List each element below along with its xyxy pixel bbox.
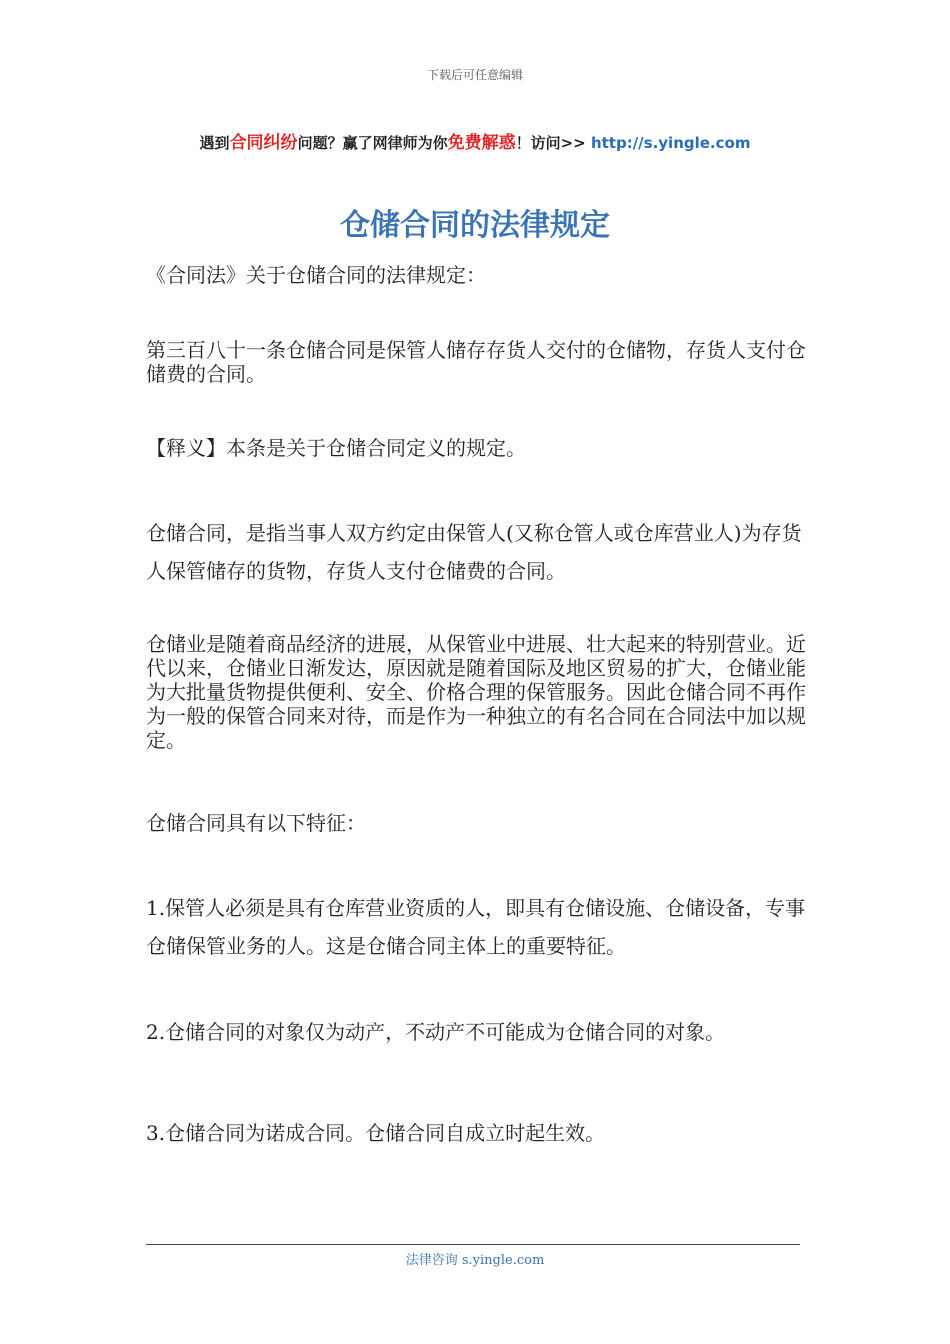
document-title: 仓储合同的法律规定 — [340, 208, 610, 243]
promo-text: 遇到 — [199, 134, 230, 152]
paragraph: 仓储合同，是指当事人双方约定由保管人(又称仓管人或仓库营业人)为存货人保管储存的货物，存货人支付仓储费的合同。 — [146, 521, 802, 583]
promo-text: 问题？赢了网律师为你 — [297, 134, 448, 152]
footer-text: 法律咨询 s.yingle.com — [405, 1253, 545, 1268]
list-item: 3.仓储合同为诺成合同。仓储合同自成立时起生效。 — [146, 1121, 606, 1145]
promo-highlight-free: 免费解惑 — [447, 133, 516, 153]
paragraph: 仓储业是随着商品经济的进展，从保管业中进展、壮大起来的特别营业。近代以来，仓储业日渐发达，原因就是随着国际及地区贸易的扩大，仓储业能为大批量货物提供便利、安全、价格合理的保管服务。因此仓储合同不再作为一般的保管合同来对待，而是作为一种独立的有名合同在合同法中加以规定。 — [146, 632, 806, 752]
list-item: 1.保管人必须是具有仓库营业资质的人，即具有仓储设施、仓储设备，专事仓储保管业务的人。这是仓储合同主体上的重要特征。 — [146, 896, 806, 958]
promo-text: ！访问>> — [515, 134, 591, 152]
promo-banner — [0, 128, 950, 153]
header-note: 下载后可任意编辑 — [426, 68, 523, 82]
promo-highlight-dispute: 合同纠纷 — [229, 133, 298, 153]
paragraph: 《合同法》关于仓储合同的法律规定： — [146, 263, 486, 287]
promo-link[interactable]: http://s.yingle.com — [590, 134, 751, 152]
footer-divider — [146, 1244, 800, 1245]
paragraph: 第三百八十一条仓储合同是保管人储存存货人交付的仓储物，存货人支付仓储费的合同。 — [146, 338, 806, 386]
paragraph: 【释义】本条是关于仓储合同定义的规定。 — [146, 436, 526, 460]
list-item: 2.仓储合同的对象仅为动产，不动产不可能成为仓储合同的对象。 — [146, 1020, 726, 1044]
paragraph: 仓储合同具有以下特征： — [146, 811, 366, 835]
